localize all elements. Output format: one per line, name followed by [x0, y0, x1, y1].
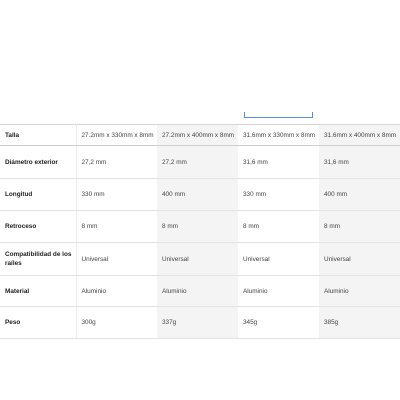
table-row [0, 307, 400, 339]
table-cell: 8 mm [157, 211, 238, 243]
table-cell: 337g [157, 307, 238, 339]
table-cell: 400 mm [319, 179, 400, 211]
row-label-setback: Retroceso [0, 211, 76, 243]
table-cell: 8 mm [238, 211, 319, 243]
table-cell: 8 mm [76, 211, 157, 243]
size-option-3: 31.6mm x 330mm x 8mm [238, 125, 319, 146]
spec-table [0, 124, 400, 339]
table-cell: 330 mm [238, 179, 319, 211]
row-label-weight: Peso [0, 307, 76, 339]
table-cell: Aluminio [157, 276, 238, 307]
table-cell: Universal [157, 243, 238, 276]
table-cell: 330 mm [76, 179, 157, 211]
size-option-4: 31.6mm x 400mm x 8mm [319, 125, 400, 146]
table-row [0, 243, 400, 276]
table-cell: 31,6 mm [319, 146, 400, 179]
table-cell: Universal [76, 243, 157, 276]
row-label-material: Material [0, 276, 76, 307]
row-label-size: Talla [0, 125, 76, 146]
size-option-1: 27.2mm x 330mm x 8mm [76, 125, 157, 146]
table-cell: Aluminio [238, 276, 319, 307]
table-cell: Aluminio [319, 276, 400, 307]
table-row [0, 276, 400, 307]
size-option-2: 27.2mm x 400mm x 8mm [157, 125, 238, 146]
table-cell: 31,6 mm [238, 146, 319, 179]
selected-column-indicator [244, 112, 313, 118]
table-row [0, 211, 400, 243]
row-label-rail-compatibility: Compatibilidad de los raíles [0, 243, 76, 276]
table-cell: 385g [319, 307, 400, 339]
table-cell: 345g [238, 307, 319, 339]
table-cell: 300g [76, 307, 157, 339]
row-label-length: Longitud [0, 179, 76, 211]
table-cell: 27,2 mm [157, 146, 238, 179]
table-cell: 8 mm [319, 211, 400, 243]
table-cell: 27,2 mm [76, 146, 157, 179]
table-cell: 400 mm [157, 179, 238, 211]
table-header-row [0, 125, 400, 146]
row-label-outer-diameter: Diámetro exterior [0, 146, 76, 179]
table-row [0, 179, 400, 211]
table-cell: Universal [238, 243, 319, 276]
table-cell: Universal [319, 243, 400, 276]
table-cell: Aluminio [76, 276, 157, 307]
table-row [0, 146, 400, 179]
